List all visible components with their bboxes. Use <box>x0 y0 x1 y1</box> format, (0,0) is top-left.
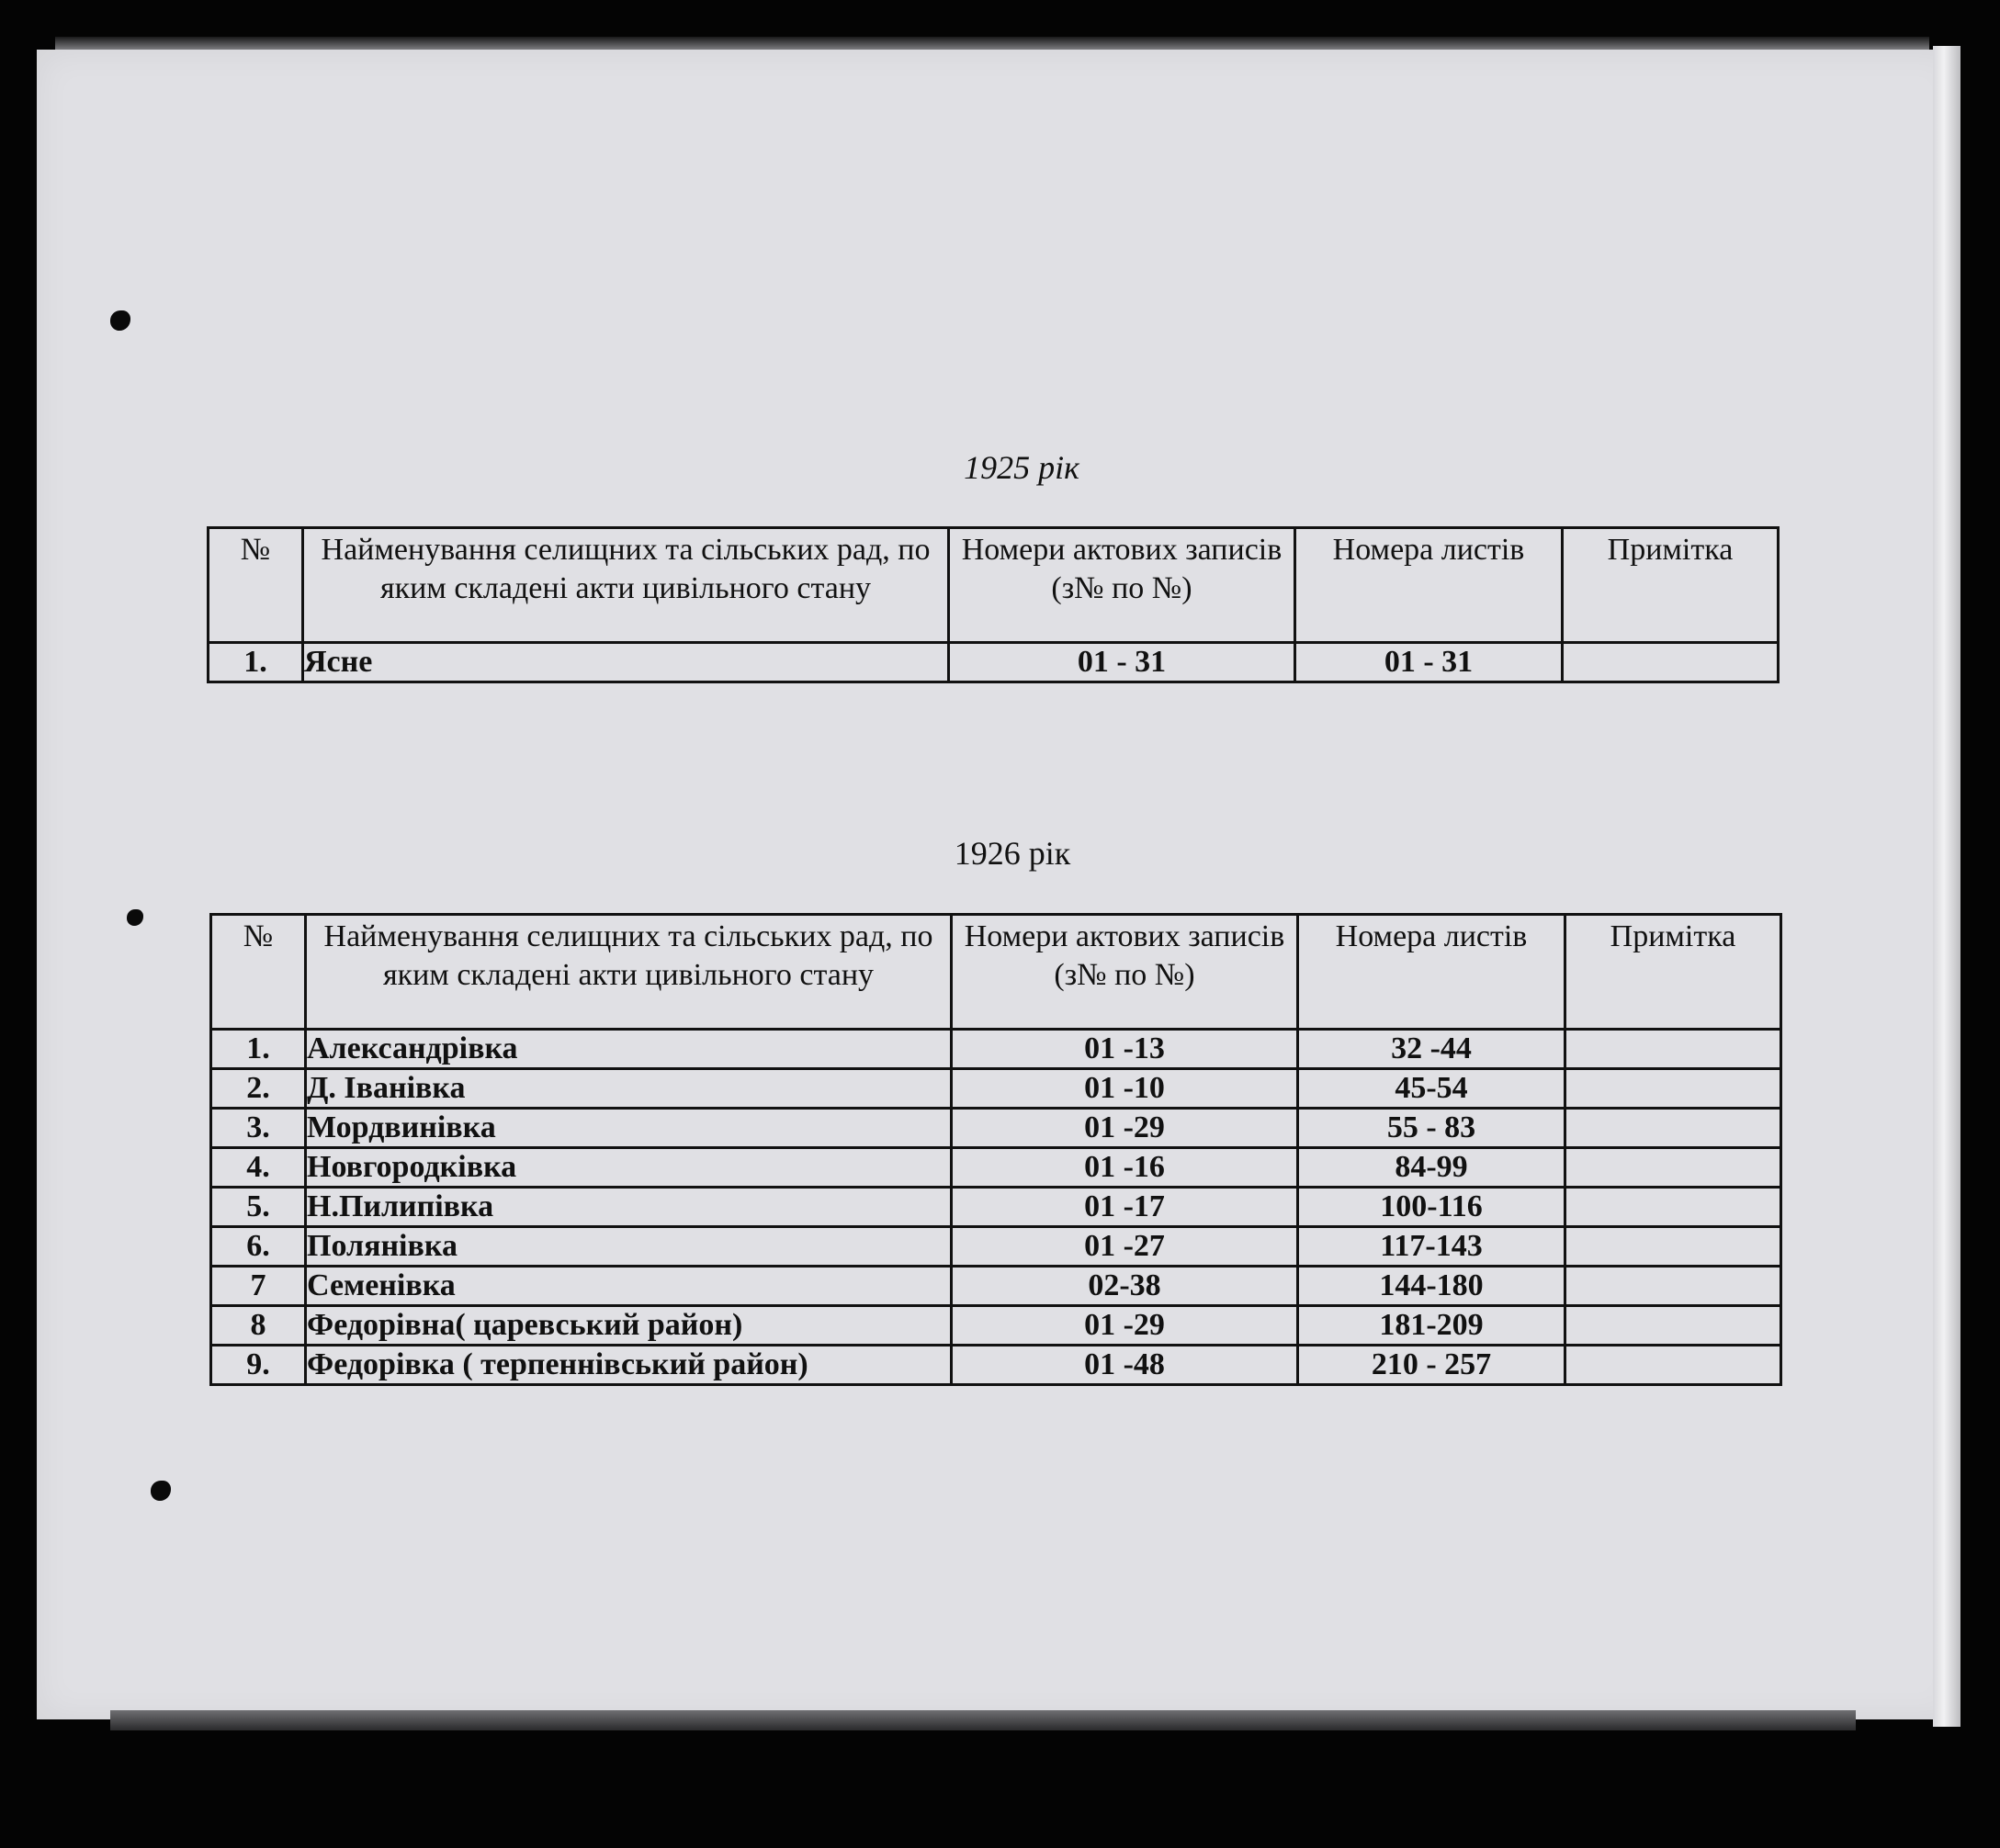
row-sheet-range: 84-99 <box>1298 1148 1565 1188</box>
row-note <box>1565 1148 1781 1188</box>
header-number: № <box>209 528 303 643</box>
row-note <box>1565 1069 1781 1109</box>
row-record-range: 01 -10 <box>952 1069 1298 1109</box>
table-row <box>211 1148 1781 1188</box>
header-note: Примітка <box>1563 528 1779 643</box>
row-sheet-range: 100-116 <box>1298 1188 1565 1227</box>
table-row <box>211 1306 1781 1346</box>
document-page <box>37 50 1960 1719</box>
row-record-range: 01 - 31 <box>949 643 1295 682</box>
header-record-numbers: Номери актових записів (з№ по №) <box>949 528 1295 643</box>
row-note <box>1565 1306 1781 1346</box>
row-council-name: Ясне <box>303 643 949 682</box>
row-sheet-range: 55 - 83 <box>1298 1109 1565 1148</box>
table-row <box>211 1188 1781 1227</box>
row-number: 8 <box>211 1306 306 1346</box>
row-note <box>1565 1227 1781 1267</box>
row-council-name: Д. Іванівка <box>306 1069 952 1109</box>
row-note <box>1565 1030 1781 1069</box>
table-row <box>211 1069 1781 1109</box>
row-number: 3. <box>211 1109 306 1148</box>
row-record-range: 01 -17 <box>952 1188 1298 1227</box>
row-record-range: 02-38 <box>952 1267 1298 1306</box>
register-table-1925 <box>207 526 1780 683</box>
row-sheet-range: 117-143 <box>1298 1227 1565 1267</box>
header-council-name: Найменування селищних та сільських рад, по яким складені акти цивільного стану <box>306 915 952 1030</box>
row-number: 6. <box>211 1227 306 1267</box>
row-note <box>1565 1188 1781 1227</box>
row-number: 2. <box>211 1069 306 1109</box>
row-council-name: Александрівка <box>306 1030 952 1069</box>
row-record-range: 01 -16 <box>952 1148 1298 1188</box>
table-row <box>211 1267 1781 1306</box>
row-sheet-range: 181-209 <box>1298 1306 1565 1346</box>
year-title-1926: 1926 рік <box>954 835 1071 872</box>
table-header-row <box>211 915 1781 1030</box>
row-number: 1. <box>209 643 303 682</box>
row-council-name: Мордвинівка <box>306 1109 952 1148</box>
header-sheet-numbers: Номера листів <box>1295 528 1563 643</box>
row-council-name: Семенівка <box>306 1267 952 1306</box>
header-sheet-numbers: Номера листів <box>1298 915 1565 1030</box>
row-record-range: 01 -27 <box>952 1227 1298 1267</box>
header-council-name: Найменування селищних та сільських рад, по яким складені акти цивільного стану <box>303 528 949 643</box>
row-council-name: Федорівка ( терпеннівський район) <box>306 1346 952 1385</box>
row-number: 4. <box>211 1148 306 1188</box>
row-council-name: Новгородківка <box>306 1148 952 1188</box>
table-row <box>209 643 1779 682</box>
row-council-name: Полянівка <box>306 1227 952 1267</box>
table-header-row <box>209 528 1779 643</box>
row-sheet-range: 144-180 <box>1298 1267 1565 1306</box>
table-row <box>211 1346 1781 1385</box>
row-number: 5. <box>211 1188 306 1227</box>
row-record-range: 01 -48 <box>952 1346 1298 1385</box>
header-number: № <box>211 915 306 1030</box>
row-council-name: Н.Пилипівка <box>306 1188 952 1227</box>
paper-bottom-shadow <box>110 1710 1856 1730</box>
register-table-1926 <box>209 913 1782 1386</box>
row-number: 7 <box>211 1267 306 1306</box>
row-record-range: 01 -13 <box>952 1030 1298 1069</box>
table-row <box>211 1030 1781 1069</box>
row-note <box>1565 1267 1781 1306</box>
row-number: 9. <box>211 1346 306 1385</box>
row-record-range: 01 -29 <box>952 1306 1298 1346</box>
paper-right-edge <box>1933 46 1960 1727</box>
header-note: Примітка <box>1565 915 1781 1030</box>
header-record-numbers: Номери актових записів (з№ по №) <box>952 915 1298 1030</box>
table-row <box>211 1227 1781 1267</box>
row-sheet-range: 01 - 31 <box>1295 643 1563 682</box>
row-note <box>1563 643 1779 682</box>
row-note <box>1565 1109 1781 1148</box>
row-number: 1. <box>211 1030 306 1069</box>
row-sheet-range: 210 - 257 <box>1298 1346 1565 1385</box>
row-record-range: 01 -29 <box>952 1109 1298 1148</box>
row-council-name: Федорівна( царевський район) <box>306 1306 952 1346</box>
row-note <box>1565 1346 1781 1385</box>
year-title-1925: 1925 рік <box>964 449 1079 486</box>
table-row <box>211 1109 1781 1148</box>
row-sheet-range: 45-54 <box>1298 1069 1565 1109</box>
row-sheet-range: 32 -44 <box>1298 1030 1565 1069</box>
